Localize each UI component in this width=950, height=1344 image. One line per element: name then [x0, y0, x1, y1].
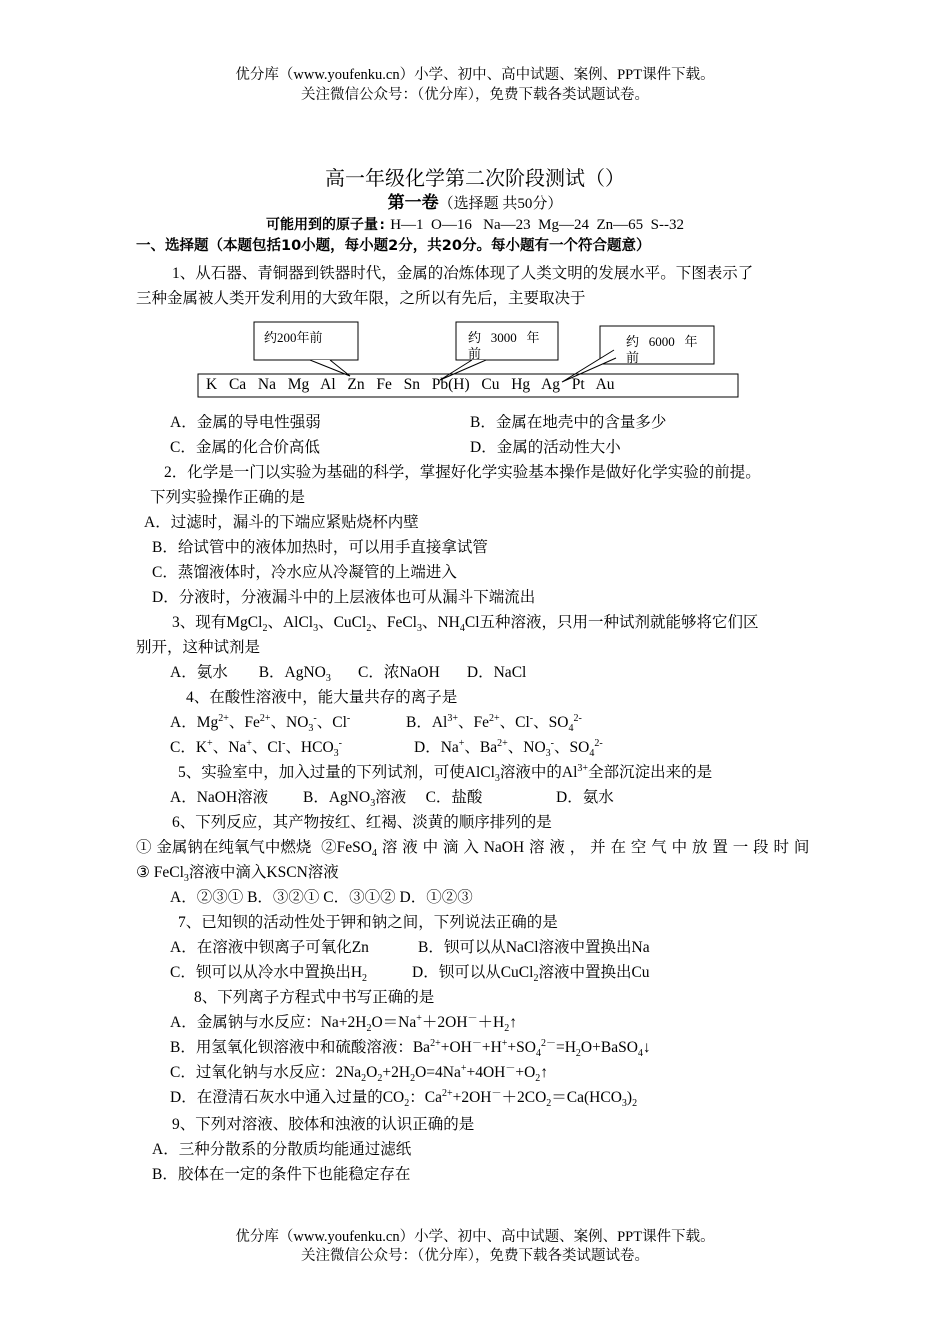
callout-text-1: 约200年前: [264, 330, 323, 345]
exam-title: 高一年级化学第二次阶段测试（）: [325, 168, 625, 190]
q1-option-d: D．金属的活动性大小: [470, 439, 621, 456]
q8-option-c: C．过氧化钠与水反应：$2Na_2O_2+2H_2O=4Na^++4OH^-+O_2↑$: [170, 1062, 549, 1085]
q8-option-b: B．用氢氧化钡溶液中和硫酸溶液：$Ba^{2+}+OH^-+H^++SO_4^{2-}=H_2O+BaSO_4↓$: [170, 1037, 651, 1060]
q4-option-d: D．Na+、$Ba^{2+}$、$NO_3^-$、$SO_4^{2-}$: [414, 737, 603, 760]
q4-stem: 4、在酸性溶液中，能大量共存的离子是: [186, 689, 458, 706]
part-heading: [0, 188, 950, 213]
q1-stem-line2: 三种金属被人类开发利用的大致年限，之所以有先后，主要取决于: [136, 290, 586, 307]
q8-stem: 8、下列离子方程式中书写正确的是: [194, 989, 435, 1006]
page-header-line2: 关注微信公众号：（优分库），免费下载各类试题试卷。: [301, 87, 649, 103]
page-footer-line1: 优分库（www.youfenku.cn）小学、初中、高中试题、案例、PPT课件下载。: [235, 1229, 715, 1245]
q3-options: A．氨水 B．AgNO$_3$ C．浓NaOH D．NaCl: [170, 664, 527, 685]
q4-option-a: A．$Mg^{2+}$、$Fe^{2+}$、$NO_3^-$、Cl-: [170, 712, 351, 735]
page-header-line1: 优分库（www.youfenku.cn）小学、初中、高中试题、案例、PPT课件下载。: [235, 67, 715, 83]
q8-option-a: A．金属钠与水反应：$Na+2H_2O=Na^++2OH^-+H_2↑$: [170, 1012, 517, 1035]
q1-stem-line1: 1、从石器、青铜器到铁器时代，金属的冶炼体现了人类文明的发展水平。下图表示了: [172, 265, 754, 282]
callout-text-3b: 前: [626, 350, 640, 365]
q9-option-b: B．胶体在一定的条件下也能稳定存在: [152, 1166, 411, 1183]
q7-option-a: A．在溶液中钡离子可氧化Zn: [170, 939, 369, 956]
q9-stem: 9、下列对溶液、胶体和浊液的认识正确的是: [172, 1116, 475, 1133]
callout-text-2a: 约 3000 年: [468, 330, 540, 345]
q3-stem-line1: 3、现有MgCl$_2$、AlCl$_3$、CuCl$_2$、FeCl$_3$、$NH_4Cl$五种溶液，只用一种试剂就能够将它们区: [172, 614, 759, 635]
part-note: （选择题 共50分）: [438, 196, 563, 212]
q6-items-line2: ③ FeCl$_3$溶液中滴入KSCN溶液: [136, 864, 339, 885]
atomic-weights: [0, 214, 950, 234]
q6-stem: 6、下列反应，其产物按红、红褐、淡黄的顺序排列的是: [172, 814, 552, 831]
q6-items-line1: ① 金属钠在纯氧气中燃烧 ②FeSO$_4$ 溶 液 中 滴 入 NaOH 溶 液 ， 并 在 空 气 中 放 置 一 段 时 间: [136, 839, 810, 860]
q1-option-c: C．金属的化合价高低: [170, 439, 320, 456]
q3-stem-line2: 别开，这种试剂是: [136, 639, 261, 656]
atomic-values: H—1 O—16 Na—23 Mg—24 Zn—65 S--32: [390, 217, 684, 233]
section-heading: 一、选择题（本题包括10小题，每小题2分，共20分。每小题有一个符合题意）: [136, 238, 651, 254]
q1-option-b: B．金属在地壳中的含量多少: [470, 414, 667, 431]
q7-option-c: C．钡可以从冷水中置换出$H_2$: [170, 964, 368, 985]
q2-stem-line1: 2．化学是一门以实验为基础的科学，掌握好化学实验基本操作是做好化学实验的前提。: [164, 464, 761, 481]
q2-option-b: B．给试管中的液体加热时，可以用手直接拿试管: [152, 539, 488, 556]
q2-option-d: D．分液时，分液漏斗中的上层液体也可从漏斗下端流出: [152, 589, 536, 606]
q8-option-d: D．在澄清石灰水中通入过量的$CO_2$：$Ca^{2+}+2OH^-+2CO_2=Ca(HCO_3)_2$: [170, 1087, 638, 1110]
page-footer-line2: 关注微信公众号：（优分库），免费下载各类试题试卷。: [301, 1248, 649, 1264]
q4-option-c: C．K+、Na+、Cl-、$HCO_3^-$: [170, 737, 342, 760]
q9-option-a: A．三种分散系的分散质均能通过滤纸: [152, 1141, 412, 1158]
q5-options: A．NaOH溶液 B．AgNO$_3$溶液 C．盐酸 D．氨水: [170, 789, 614, 810]
q1-option-a: A．金属的导电性强弱: [170, 414, 321, 431]
q7-stem: 7、已知钡的活动性处于钾和钠之间，下列说法正确的是: [178, 914, 558, 931]
q2-stem-line2: 下列实验操作正确的是: [150, 489, 306, 506]
q2-option-c: C．蒸馏液体时，冷水应从冷凝管的上端进入: [152, 564, 457, 581]
part-title: 第一卷: [387, 193, 439, 212]
atomic-label: 可能用到的原子量:: [266, 217, 387, 233]
q2-option-a: A．过滤时，漏斗的下端应紧贴烧杯内壁: [144, 514, 419, 531]
q7-option-d: D．钡可以从CuCl$_2$溶液中置换出Cu: [412, 964, 650, 985]
q4-option-b: B．$Al^{3+}$、$Fe^{2+}$、Cl-、$SO_4^{2-}$: [406, 712, 582, 735]
callout-text-2b: 前: [468, 346, 482, 361]
q5-stem: 5、实验室中，加入过量的下列试剂，可使AlCl$_3$溶液中的$Al^{3+}$全部沉淀出来的是: [178, 762, 713, 785]
callout-text-3a: 约 6000 年: [626, 334, 698, 349]
q6-options: A．②③① B．③②① C．③①② D．①②③: [170, 889, 473, 906]
metal-sequence: K Ca Na Mg Al Zn Fe Sn Pb(H) Cu Hg Ag Pt Au: [206, 376, 615, 393]
q7-option-b: B．钡可以从NaCl溶液中置换出Na: [418, 939, 650, 956]
